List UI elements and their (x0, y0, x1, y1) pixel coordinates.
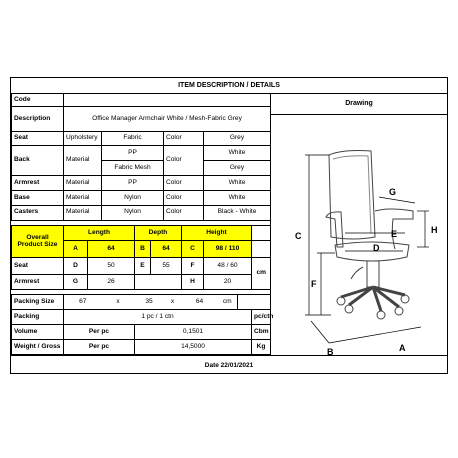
sheet-title: ITEM DESCRIPTION / DETAILS (11, 78, 447, 94)
row-armrest-dims (12, 275, 271, 290)
seat-label: Seat (12, 132, 64, 146)
armrest-h-value: 20 (204, 275, 252, 290)
weight-label: Weight / Gross (12, 339, 64, 354)
size-c: C (182, 240, 204, 257)
packing-value: 1 pc / 1 ctn (64, 310, 252, 325)
base-color-label: Color (164, 190, 204, 205)
base-material: Nylon (102, 190, 164, 205)
length-label: Length (64, 226, 135, 241)
armrest-color: White (204, 176, 271, 191)
row-armrest (12, 176, 271, 191)
casters-sub: Material (64, 205, 102, 220)
caster-4 (345, 305, 353, 313)
star-base (341, 287, 405, 311)
row-seat (12, 132, 271, 146)
row-weight (12, 339, 271, 354)
row-code (12, 94, 271, 107)
size-b: B (135, 240, 151, 257)
back-sub: Material (64, 146, 102, 176)
back-color-2: Grey (204, 161, 271, 176)
seat-d: D (64, 257, 88, 274)
seat-e-value: 55 (151, 257, 182, 274)
seat-dims-label: Seat (12, 257, 64, 274)
back-color-1: White (204, 146, 271, 161)
packing-width: 35 (135, 295, 164, 310)
armrest-sub: Material (64, 176, 102, 191)
packing-unit: pc/ctn (252, 310, 271, 325)
dim-a-line (329, 327, 421, 343)
caster-2 (401, 295, 409, 303)
row-seat-dims (12, 257, 271, 274)
caster-3 (377, 311, 385, 319)
drawing-heading: Drawing (270, 93, 447, 115)
packing-x2: x (164, 295, 182, 310)
casters-color: Black - White (204, 205, 271, 220)
spec-table (11, 93, 274, 355)
date-footer: Date 22/01/2021 (11, 355, 447, 374)
row-casters (12, 205, 271, 220)
casters-material: Nylon (102, 205, 164, 220)
caster-5 (395, 307, 403, 315)
row-size-head (12, 226, 271, 241)
label-c: C (295, 231, 302, 241)
lever (351, 267, 363, 279)
label-g: G (389, 187, 397, 197)
base-sub: Material (64, 190, 102, 205)
row-description (12, 106, 271, 132)
size-a: A (64, 240, 88, 257)
code-label: Code (12, 94, 64, 107)
armrest-color-label: Color (164, 176, 204, 191)
label-d: D (373, 243, 380, 253)
gas-lift (367, 261, 379, 287)
size-c-value: 98 / 110 (204, 240, 252, 257)
label-e: E (391, 229, 398, 239)
height-label: Height (182, 226, 252, 241)
armrest-dims-label: Armrest (12, 275, 64, 290)
label-f: F (311, 279, 317, 289)
row-packing-size (12, 295, 271, 310)
seat-f-value: 48 / 60 (204, 257, 252, 274)
description-label: Description (12, 106, 64, 132)
packing-size-unit: cm (218, 295, 238, 310)
dims-unit: cm (252, 257, 271, 289)
description-value: Office Manager Armchair White / Mesh-Fabric Grey (64, 106, 271, 132)
label-b: B (327, 347, 334, 357)
row-back-1 (12, 146, 271, 161)
volume-per: Per pc (64, 325, 135, 340)
size-a-value: 64 (88, 240, 135, 257)
chair-drawing (270, 115, 447, 355)
seat-d-value: 50 (88, 257, 135, 274)
row-base (12, 190, 271, 205)
size-b-value: 64 (151, 240, 182, 257)
armrest-label: Armrest (12, 176, 64, 191)
packing-x1: x (102, 295, 135, 310)
volume-value: 0,1501 (135, 325, 252, 340)
base-color: White (204, 190, 271, 205)
label-h: H (431, 225, 438, 235)
code-value (64, 94, 271, 107)
weight-value: 14,5000 (135, 339, 252, 354)
packing-length: 67 (64, 295, 102, 310)
seat-e: E (135, 257, 151, 274)
packing-size-label: Packing Size (12, 295, 64, 310)
armrest-g-value: 26 (88, 275, 135, 290)
dim-b-line (311, 321, 329, 343)
casters-color-label: Color (164, 205, 204, 220)
spec-sheet (10, 77, 448, 374)
size-label: Overall Product Size (12, 226, 64, 258)
packing-label: Packing (12, 310, 64, 325)
back-material-2: Fabric Mesh (102, 161, 164, 176)
seat-sub: Upholstery (64, 132, 102, 146)
packing-height: 64 (182, 295, 218, 310)
armrest-g: G (64, 275, 88, 290)
dim-g-line (379, 197, 415, 203)
label-a: A (399, 343, 406, 353)
back-material-1: PP (102, 146, 164, 161)
caster-1 (337, 297, 345, 305)
weight-unit: Kg (252, 339, 271, 354)
armrest-h: H (182, 275, 204, 290)
volume-unit: Cbm (252, 325, 271, 340)
row-volume (12, 325, 271, 340)
seat-color-label: Color (164, 132, 204, 146)
depth-label: Depth (135, 226, 182, 241)
seat-color: Grey (204, 132, 271, 146)
casters-label: Casters (12, 205, 64, 220)
backrest-inner (333, 156, 371, 233)
chair-drawing-svg (271, 115, 448, 355)
seat-material: Fabric (102, 132, 164, 146)
row-packing (12, 310, 271, 325)
seat-f: F (182, 257, 204, 274)
armrest-material: PP (102, 176, 164, 191)
back-label: Back (12, 146, 64, 176)
left-armrest (326, 212, 343, 247)
volume-label: Volume (12, 325, 64, 340)
weight-per: Per pc (64, 339, 135, 354)
base-label: Base (12, 190, 64, 205)
seat-shape (335, 242, 409, 261)
back-color-label: Color (164, 146, 204, 176)
